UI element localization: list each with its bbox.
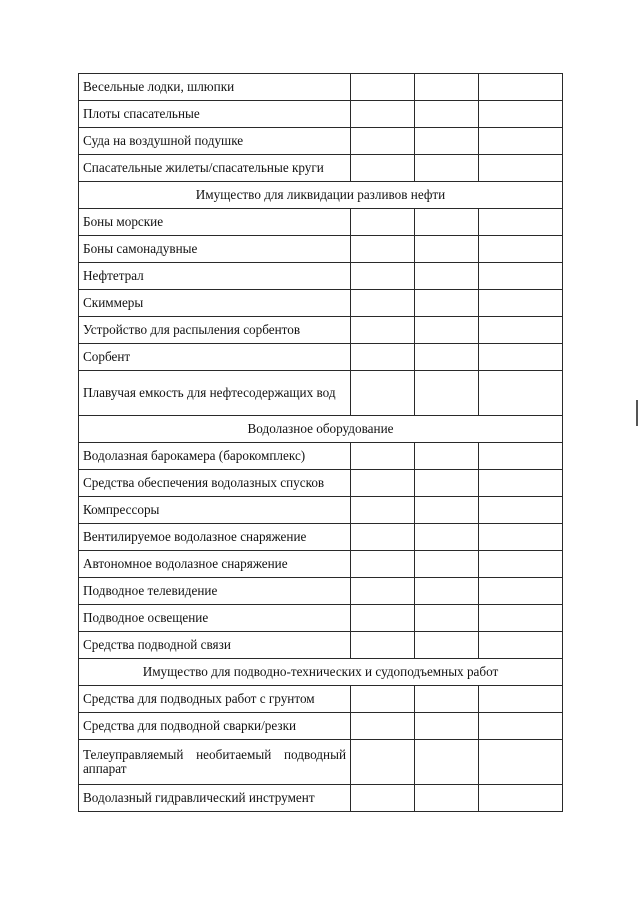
empty-value-cell	[415, 128, 479, 155]
section-header-row	[79, 182, 563, 209]
empty-value-cell	[415, 605, 479, 632]
empty-value-cell	[351, 551, 415, 578]
item-name-cell: Телеуправляемый необитаемый подводный аппарат	[79, 740, 351, 785]
item-name-cell: Боны самонадувные	[79, 236, 351, 263]
equipment-table	[78, 73, 563, 812]
table-row	[79, 128, 563, 155]
empty-value-cell	[351, 209, 415, 236]
section-header-row	[79, 659, 563, 686]
empty-value-cell	[415, 263, 479, 290]
empty-value-cell	[415, 578, 479, 605]
empty-value-cell	[351, 785, 415, 812]
table-row	[79, 236, 563, 263]
empty-value-cell	[351, 155, 415, 182]
section-header: Имущество для подводно-технических и судоподъемных работ	[79, 659, 563, 686]
empty-value-cell	[415, 785, 479, 812]
empty-value-cell	[351, 263, 415, 290]
table-row	[79, 524, 563, 551]
empty-value-cell	[415, 497, 479, 524]
empty-value-cell	[479, 551, 563, 578]
table-row	[79, 155, 563, 182]
empty-value-cell	[415, 632, 479, 659]
item-name-cell: Средства подводной связи	[79, 632, 351, 659]
section-header-row	[79, 416, 563, 443]
empty-value-cell	[479, 470, 563, 497]
item-name-cell: Компрессоры	[79, 497, 351, 524]
empty-value-cell	[415, 236, 479, 263]
empty-value-cell	[351, 524, 415, 551]
empty-value-cell	[415, 74, 479, 101]
empty-value-cell	[351, 371, 415, 416]
table-row	[79, 632, 563, 659]
empty-value-cell	[351, 605, 415, 632]
empty-value-cell	[415, 524, 479, 551]
empty-value-cell	[351, 713, 415, 740]
empty-value-cell	[415, 317, 479, 344]
empty-value-cell	[351, 470, 415, 497]
empty-value-cell	[351, 101, 415, 128]
item-name-cell: Суда на воздушной подушке	[79, 128, 351, 155]
empty-value-cell	[415, 290, 479, 317]
section-header: Имущество для ликвидации разливов нефти	[79, 182, 563, 209]
empty-value-cell	[415, 686, 479, 713]
empty-value-cell	[479, 155, 563, 182]
empty-value-cell	[479, 605, 563, 632]
item-name-cell: Автономное водолазное снаряжение	[79, 551, 351, 578]
item-name-cell: Подводное освещение	[79, 605, 351, 632]
empty-value-cell	[479, 524, 563, 551]
item-name-cell: Сорбент	[79, 344, 351, 371]
empty-value-cell	[351, 740, 415, 785]
empty-value-cell	[351, 290, 415, 317]
empty-value-cell	[479, 785, 563, 812]
empty-value-cell	[479, 578, 563, 605]
empty-value-cell	[351, 344, 415, 371]
item-name-cell: Средства для подводных работ с грунтом	[79, 686, 351, 713]
item-name-cell: Средства для подводной сварки/резки	[79, 713, 351, 740]
equipment-table-body	[79, 74, 563, 812]
empty-value-cell	[415, 551, 479, 578]
empty-value-cell	[479, 209, 563, 236]
empty-value-cell	[351, 74, 415, 101]
table-row	[79, 551, 563, 578]
empty-value-cell	[351, 128, 415, 155]
table-row	[79, 317, 563, 344]
item-name-cell: Боны морские	[79, 209, 351, 236]
empty-value-cell	[351, 632, 415, 659]
item-name-cell: Плоты спасательные	[79, 101, 351, 128]
empty-value-cell	[351, 236, 415, 263]
empty-value-cell	[351, 443, 415, 470]
table-row	[79, 209, 563, 236]
table-row	[79, 263, 563, 290]
table-row	[79, 443, 563, 470]
empty-value-cell	[479, 497, 563, 524]
empty-value-cell	[415, 740, 479, 785]
empty-value-cell	[479, 686, 563, 713]
item-name-cell: Водолазный гидравлический инструмент	[79, 785, 351, 812]
table-row	[79, 74, 563, 101]
empty-value-cell	[479, 632, 563, 659]
item-name-cell: Спасательные жилеты/спасательные круги	[79, 155, 351, 182]
item-name-cell: Средства обеспечения водолазных спусков	[79, 470, 351, 497]
empty-value-cell	[479, 317, 563, 344]
empty-value-cell	[479, 344, 563, 371]
table-row	[79, 470, 563, 497]
table-row	[79, 290, 563, 317]
empty-value-cell	[415, 344, 479, 371]
empty-value-cell	[479, 101, 563, 128]
empty-value-cell	[415, 470, 479, 497]
table-row	[79, 101, 563, 128]
scan-edge-mark	[636, 400, 638, 426]
empty-value-cell	[415, 443, 479, 470]
table-row	[79, 713, 563, 740]
item-name-cell: Нефтетрал	[79, 263, 351, 290]
table-row	[79, 785, 563, 812]
table-row	[79, 371, 563, 416]
empty-value-cell	[479, 740, 563, 785]
empty-value-cell	[479, 236, 563, 263]
item-name-cell: Водолазная барокамера (барокомплекс)	[79, 443, 351, 470]
empty-value-cell	[479, 290, 563, 317]
empty-value-cell	[479, 371, 563, 416]
empty-value-cell	[479, 128, 563, 155]
empty-value-cell	[351, 497, 415, 524]
empty-value-cell	[415, 713, 479, 740]
empty-value-cell	[479, 74, 563, 101]
item-name-cell: Плавучая емкость для нефтесодержащих вод	[79, 371, 351, 416]
empty-value-cell	[415, 101, 479, 128]
table-row	[79, 578, 563, 605]
empty-value-cell	[415, 209, 479, 236]
empty-value-cell	[415, 371, 479, 416]
table-row	[79, 344, 563, 371]
empty-value-cell	[479, 443, 563, 470]
table-row	[79, 605, 563, 632]
item-name-cell: Весельные лодки, шлюпки	[79, 74, 351, 101]
item-name-cell: Скиммеры	[79, 290, 351, 317]
item-name-cell: Вентилируемое водолазное снаряжение	[79, 524, 351, 551]
section-header: Водолазное оборудование	[79, 416, 563, 443]
item-name-cell: Подводное телевидение	[79, 578, 351, 605]
empty-value-cell	[351, 317, 415, 344]
empty-value-cell	[415, 155, 479, 182]
empty-value-cell	[479, 263, 563, 290]
empty-value-cell	[351, 686, 415, 713]
table-row	[79, 686, 563, 713]
table-row	[79, 497, 563, 524]
empty-value-cell	[351, 578, 415, 605]
empty-value-cell	[479, 713, 563, 740]
item-name-cell: Устройство для распыления сорбентов	[79, 317, 351, 344]
table-row	[79, 740, 563, 785]
